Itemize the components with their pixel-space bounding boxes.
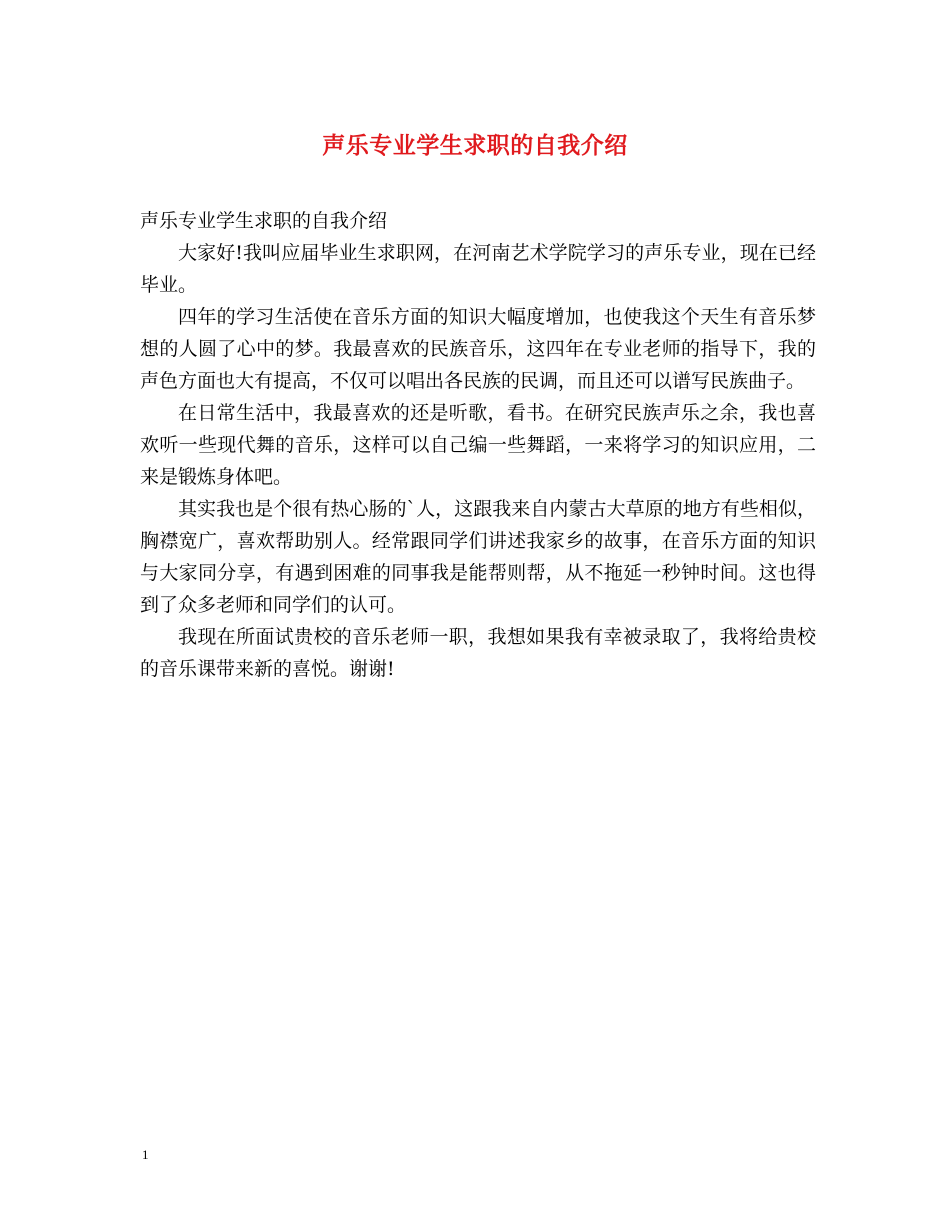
- paragraph-greeting: 大家好!我叫应届毕业生求职网，在河南艺术学院学习的声乐专业，现在已经毕业。: [140, 242, 816, 296]
- paragraph-hobbies: 在日常生活中，我最喜欢的还是听歌，看书。在研究民族声乐之余，我也喜欢听一些现代舞的音乐，这样可以自己编一些舞蹈，一来将学习的知识应用，二来是锻炼身体吧。: [140, 402, 816, 488]
- page-number: 1: [142, 1147, 149, 1162]
- paragraph-closing: 我现在所面试贵校的音乐老师一职，我想如果我有幸被录取了，我将给贵校的音乐课带来新的喜悦。谢谢!: [140, 626, 816, 680]
- paragraph-study: 四年的学习生活使在音乐方面的知识大幅度增加，也使我这个天生有音乐梦想的人圆了心中的梦。我最喜欢的民族音乐，这四年在专业老师的指导下，我的声色方面也大有提高，不仅可以唱出各民族的民调，而且还可以谱写民族曲子。: [140, 306, 816, 392]
- document-title: 声乐专业学生求职的自我介绍: [322, 132, 628, 159]
- paragraph-personality: 其实我也是个很有热心肠的`人，这跟我来自内蒙古大草原的地方有些相似，胸襟宽广，喜欢帮助别人。经常跟同学们讲述我家乡的故事，在音乐方面的知识与大家同分享，有遇到困难的同事我是能帮则帮，从不拖延一秒钟时间。这也得到了众多老师和同学们的认可。: [140, 498, 816, 616]
- document-subtitle: 声乐专业学生求职的自我介绍: [140, 210, 388, 232]
- document-body: [140, 205, 816, 685]
